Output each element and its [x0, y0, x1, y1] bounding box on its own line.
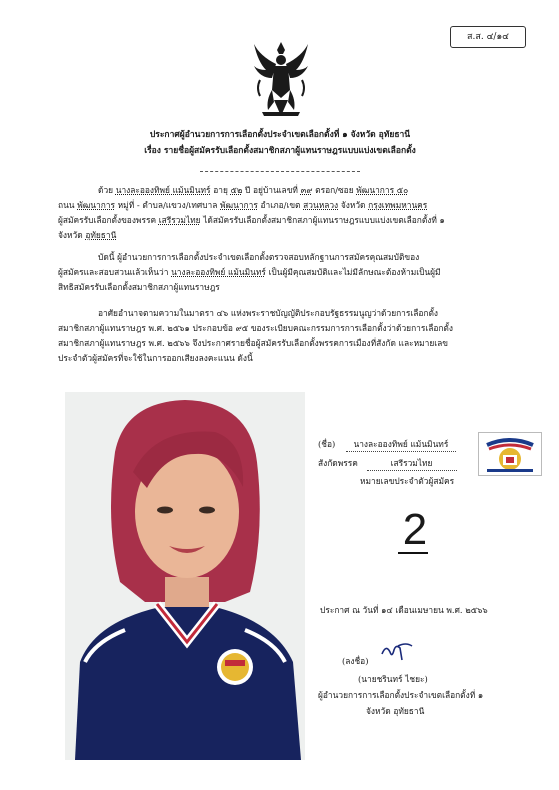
house-number: ๓๙: [300, 185, 313, 195]
name-row: [318, 437, 456, 452]
announcement-date: ประกาศ ณ วันที่ ๑๔ เดือนเมษายน พ.ศ. ๒๕๖๖: [320, 605, 488, 615]
text: อำเภอ/เขต: [257, 200, 304, 210]
text: ผู้สมัครรับเลือกตั้งของพรรค: [58, 215, 159, 225]
age: ๕๒: [230, 185, 243, 195]
text: เป็นผู้มีคุณสมบัติและไม่มีลักษณะต้องห้ามเป็นผู้มี: [265, 267, 441, 277]
subdistrict: พัฒนาการ: [220, 200, 258, 210]
form-code-box: [450, 26, 526, 48]
text: หมู่ที่ - ตำบล/แขวง/เทศบาล: [114, 200, 221, 210]
candidate-name: นางละอองทิพย์ แม้นมินทร์: [171, 267, 266, 277]
candidate-name: นางละอองทิพย์ แม้นมินทร์: [115, 185, 211, 195]
title-line-1: ประกาศผู้อำนวยการการเลือกตั้งประจำเขตเลือกตั้งที่ ๑ จังหวัด อุทัยธานี: [149, 130, 411, 140]
text: สมาชิกสภาผู้แทนราษฎร พ.ศ. ๒๕๖๖ จึงประกาศรายชื่อผู้สมัครรับเลือกตั้งพรรคการเมืองที่สังกัด และหมายเลข: [58, 338, 448, 348]
seri-ruam-thai-party-logo: [478, 432, 542, 476]
text: สิทธิสมัครรับเลือกตั้งสมาชิกสภาผู้แทนราษฎร: [58, 282, 220, 292]
road: พัฒนาการ: [77, 200, 115, 210]
party-label: สังกัดพรรค: [318, 458, 358, 468]
text: ด้วย: [98, 185, 116, 195]
divider: [200, 171, 360, 172]
party-name: เสรีรวมไทย: [158, 215, 201, 225]
number-label: หมายเลขประจำตัวผู้สมัคร: [360, 476, 455, 486]
text: ผู้สมัครและสอบสวนแล้วเห็นว่า: [58, 267, 172, 277]
signature-label: (ลงชื่อ): [342, 656, 369, 666]
text: จังหวัด: [58, 230, 86, 240]
text: สมาชิกสภาผู้แทนราษฎร พ.ศ. ๒๕๖๑ ประกอบข้อ ๙๕ ของระเบียบคณะกรรมการการเลือกตั้งว่าด้วยการเลือกตั้ง: [58, 323, 453, 333]
paragraph-verification: [58, 250, 528, 295]
garuda-emblem-icon: [252, 40, 310, 120]
text: ได้สมัครรับเลือกตั้งสมาชิกสภาผู้แทนราษฎรแบบแบ่งเขตเลือกตั้งที่ ๑: [200, 215, 445, 225]
name-label: (ชื่อ): [318, 439, 336, 449]
handwritten-signature: [380, 640, 414, 664]
text: อายุ: [210, 185, 231, 195]
text: อาศัยอำนาจตามความในมาตรา ๔๖ แห่งพระราชบัญญัติประกอบรัฐธรรมนูญว่าด้วยการเลือกตั้ง: [98, 308, 438, 318]
paragraph-applicant: [58, 183, 528, 243]
paragraph-legal-basis: [58, 306, 528, 366]
text: ปี อยู่บ้านเลขที่: [242, 185, 301, 195]
candidate-name: นางละอองทิพย์ แม้นมินทร์: [346, 437, 456, 452]
signer-name: (นายชรินทร์ ไชยะ): [358, 674, 428, 684]
candidate-number-underline: [398, 552, 428, 554]
province: กรุงเทพมหานคร: [368, 200, 428, 210]
text: จังหวัด: [338, 200, 369, 210]
district: สวนหลวง: [303, 200, 339, 210]
soi: พัฒนาการ ๕๐: [356, 185, 409, 195]
form-code: ส.ส. ๔/๑๔: [467, 32, 509, 42]
text: ถนน: [58, 200, 78, 210]
signer-title: ผู้อำนวยการการเลือกตั้งประจำเขตเลือกตั้งที่ ๑: [318, 690, 484, 700]
text: บัดนี้ ผู้อำนวยการการเลือกตั้งประจำเขตเลือกตั้งตรวจสอบหลักฐานการสมัครคุณสมบัติของ: [98, 252, 420, 262]
signer-province: จังหวัด อุทัยธานี: [366, 706, 425, 716]
party-name: เสรีรวมไทย: [367, 456, 457, 471]
party-row: [318, 456, 457, 471]
constituency-province: อุทัยธานี: [85, 230, 117, 240]
title-line-2: เรื่อง รายชื่อผู้สมัครรับเลือกตั้งสมาชิกสภาผู้แทนราษฎรแบบแบ่งเขตเลือกตั้ง: [144, 146, 416, 156]
candidate-number: 2: [402, 505, 428, 554]
text: ตรอก/ซอย: [312, 185, 357, 195]
text: ประจำตัวผู้สมัครที่จะใช้ในการออกเสียงลงคะแนน ดังนี้: [58, 353, 253, 363]
candidate-photo: [65, 392, 305, 760]
